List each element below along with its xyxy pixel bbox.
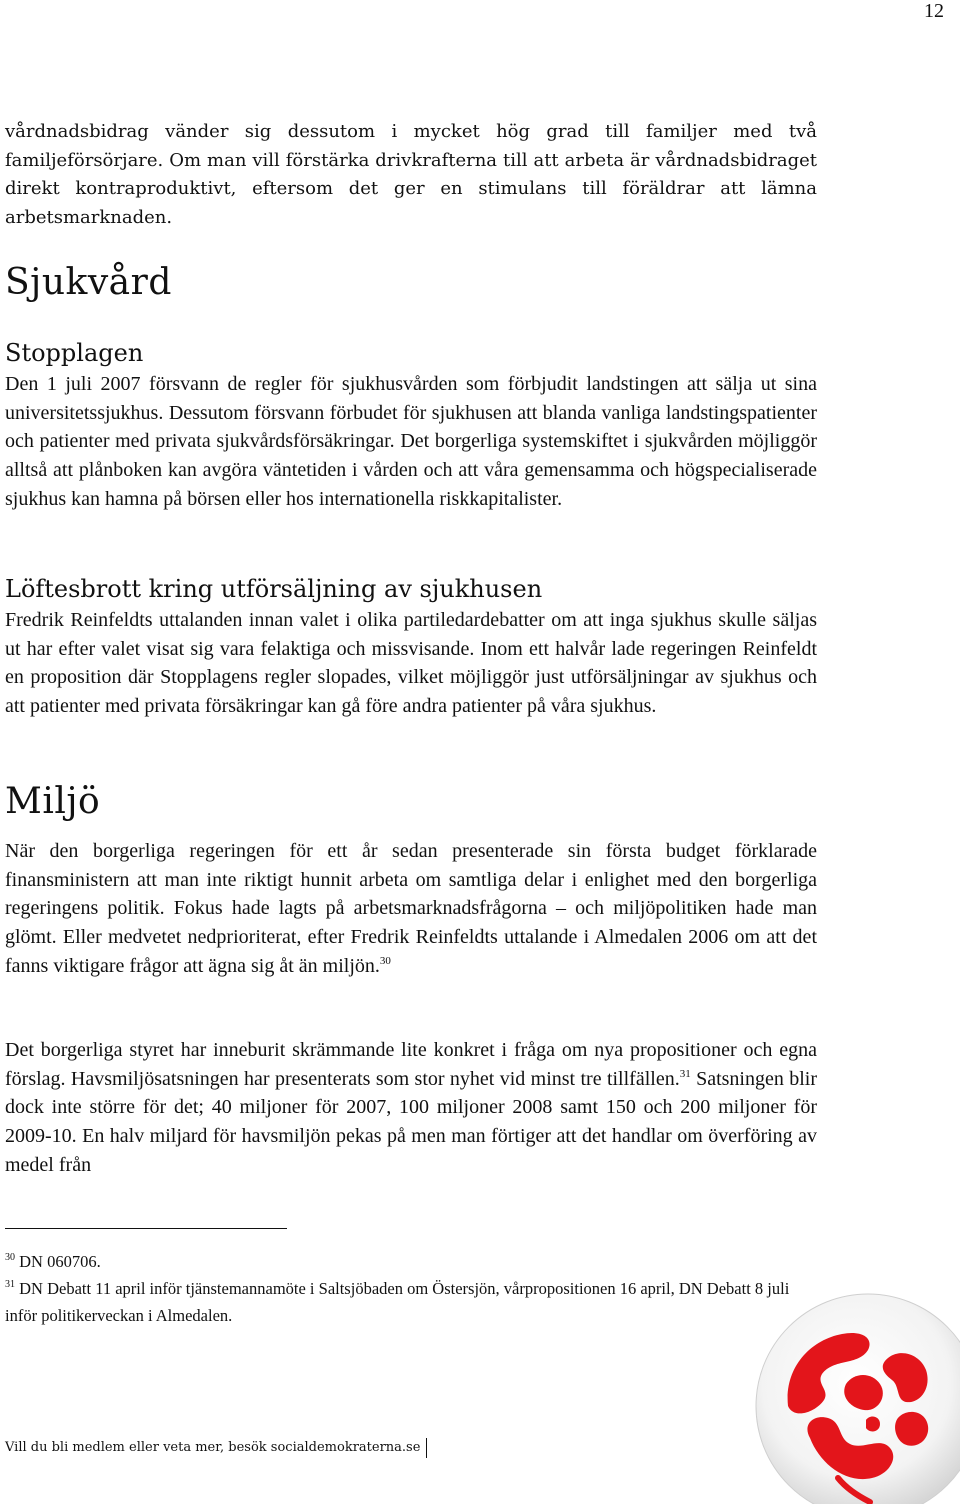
footnote-number: 30 — [5, 1252, 15, 1263]
heading-stopplagen: Stopplagen — [5, 339, 144, 367]
footnote-divider — [5, 1228, 287, 1229]
footnote-31 — [5, 1275, 820, 1329]
miljo-paragraph-1 — [5, 837, 817, 981]
heading-loftesbrott: Löftesbrott kring utförsäljning av sjukhusen — [5, 575, 543, 603]
miljo-paragraph-2 — [5, 1036, 817, 1180]
heading-sjukvard: Sjukvård — [5, 262, 172, 303]
footnote-30 — [5, 1248, 820, 1275]
intro-paragraph: vårdnadsbidrag vänder sig dessutom i mycket hög grad till familjer med två familjeförsörjare. Om man vill förstärka drivkrafterna till att arbeta är vårdnadsbidraget direkt kontraproduktivt, eftersom det ger en stimulans till föräldrar att lämna arbetsmarknaden. — [5, 121, 817, 229]
footnote-ref-31: 31 — [679, 1067, 691, 1080]
heading-miljo: Miljö — [5, 781, 101, 822]
rose-logo-icon — [750, 1288, 960, 1504]
footnote-text: DN Debatt 11 april inför tjänstemannamöte i Saltsjöbaden om Östersjön, vårpropositionen 16 april, DN Debatt 8 juli inför politikerveckan i Almedalen. — [5, 1279, 790, 1325]
footer-text: Vill du bli medlem eller veta mer, besök socialdemokraterna.se — [5, 1438, 427, 1458]
miljo-paragraph-1-text: När den borgerliga regeringen för ett år sedan presenterade sin första budget förklarade finansministern att man inte riktigt hunnit arbeta om samtliga delar i enlighet med den borgerliga regeringens politik. Fokus hade lagts på arbetsmarknadsfrågorna – och miljöpolitiken hade man glömt. Eller medvetet nedprioriterat, efter Fredrik Reinfeldts uttalande i Almedalen 2006 om att det fanns viktigare frågor att ägna sig åt än miljön. — [5, 840, 817, 977]
footnote-text: DN 060706. — [15, 1252, 101, 1271]
footnote-ref-30: 30 — [379, 954, 391, 967]
loftesbrott-paragraph: Fredrik Reinfeldts uttalanden innan valet i olika partiledardebatter om att inga sjukhus skulle säljas ut har efter valet visat sig vara felaktiga och missvisande. Inom ett halvår lade regeringen Reinfeldt en proposition där Stopplagens regler slopades, vilket möjliggör just utförsäljningar av sjukhus och att patienter med privata försäkringar kan gå före andra patienter på våra sjukhus. — [5, 609, 817, 718]
miljo-paragraph-2-text-b: Satsningen blir dock inte större för det; 40 miljoner för 2007, 100 miljoner 2008 samt 150 och 200 miljoner för 2009-10. En halv miljard för havsmiljön pekas på men man förtiger att det handlar om överföring av medel från — [5, 1067, 817, 1176]
miljo-paragraph-2-text-a: Det borgerliga styret har inneburit skrämmande lite konkret i fråga om nya propositioner och egna förslag. Havsmiljösatsningen har presenterats som stor nyhet vid minst tre tillfällen. — [5, 1039, 817, 1090]
stopplagen-paragraph: Den 1 juli 2007 försvann de regler för sjukhusvården som förbjudit landstingen att sälja ut sina universitetssjukhus. Dessutom försvann förbudet för sjukhusen att blanda vanliga landstingspatienter och patienter med privata sjukvårdsförsäkringar. Det borgerliga systemskiftet i sjukvården möjliggör alltså att plånboken kan avgöra väntetiden i vården och att våra gemensamma och högspecialiserade sjukhus kan hamna på börsen eller hos internationella riskkapitalister. — [5, 373, 817, 510]
page-number: 12 — [924, 0, 944, 22]
footnotes — [5, 1248, 820, 1329]
footnote-number: 31 — [5, 1279, 15, 1290]
